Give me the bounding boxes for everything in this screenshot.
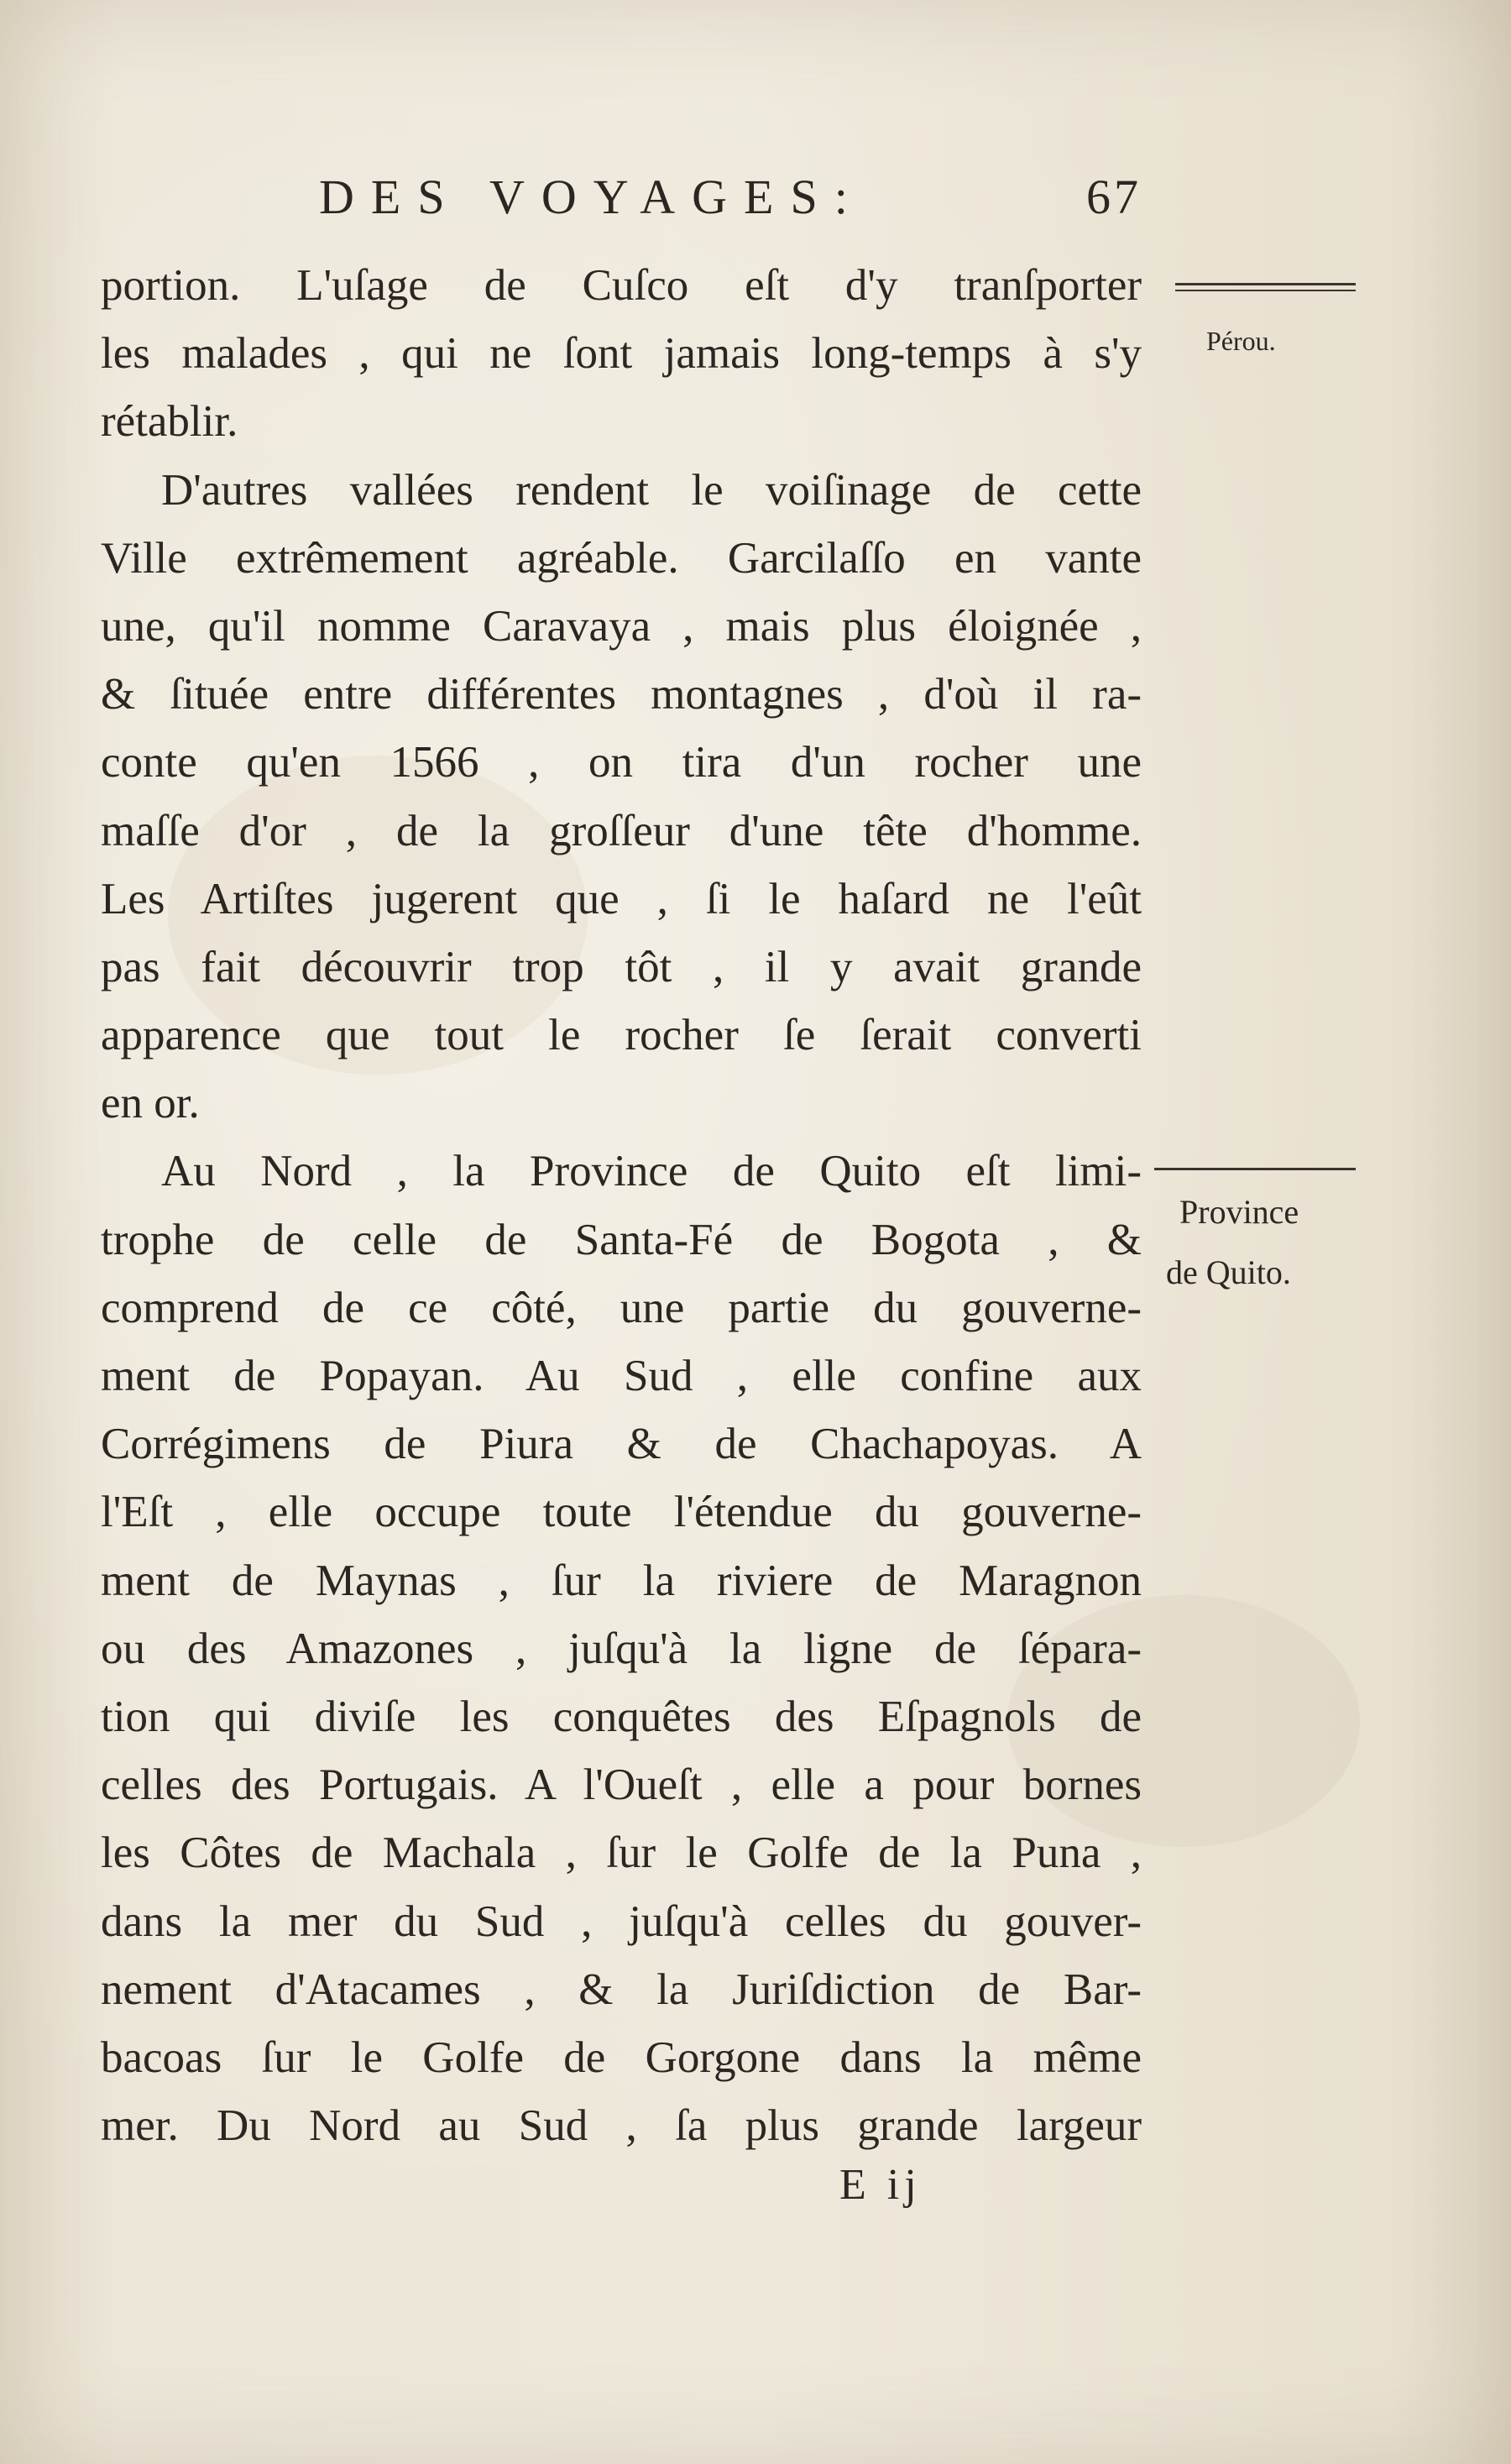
margin-note-de-quito: de Quito. bbox=[1166, 1253, 1291, 1291]
margin-note-province: Province bbox=[1179, 1193, 1299, 1231]
text-line: en or. bbox=[101, 1079, 200, 1128]
text-line: l'Eſt , elle occupe toute l'étendue du gouverne- bbox=[101, 1488, 1142, 1537]
text-line: tion qui diviſe les conquêtes des Eſpagnols de bbox=[101, 1692, 1142, 1741]
text-line: bacoas ſur le Golfe de Gorgone dans la même bbox=[101, 2032, 1142, 2082]
text-line: les malades , qui ne ſont jamais long-temps à s'y bbox=[101, 329, 1142, 379]
text-line: & ſituée entre différentes montagnes , d'où il ra- bbox=[101, 670, 1142, 719]
catchword: E ij bbox=[839, 2161, 922, 2209]
text-line: dans la mer du Sud , juſqu'à celles du gouver- bbox=[101, 1896, 1142, 1946]
text-line: Les Artiſtes jugerent que , ſi le haſard ne l'eût bbox=[101, 874, 1142, 923]
margin-rule bbox=[1175, 283, 1356, 285]
running-head bbox=[319, 168, 1142, 227]
text-line: maſſe d'or , de la groſſeur d'une tête d'homme. bbox=[101, 806, 1142, 855]
text-line: conte qu'en 1566 , on tira d'un rocher une bbox=[101, 738, 1142, 787]
text-line: mer. Du Nord au Sud , ſa plus grande largeur bbox=[101, 2101, 1142, 2151]
text-line: pas fait découvrir trop tôt , il y avait grande bbox=[101, 942, 1142, 991]
text-line: ment de Popayan. Au Sud , elle confine aux bbox=[101, 1352, 1142, 1400]
text-line: apparence que tout le rocher ſe ſerait converti bbox=[101, 1011, 1142, 1060]
body-text bbox=[101, 252, 1142, 2160]
running-title: DES VOYAGES: bbox=[319, 170, 865, 224]
text-line: comprend de ce côté, une partie du gouverne- bbox=[101, 1283, 1142, 1332]
page-number: 67 bbox=[1086, 170, 1142, 224]
text-line: nement d'Atacames , & la Juriſdiction de Bar- bbox=[101, 1964, 1142, 2014]
text-line: celles des Portugais. A l'Oueſt , elle a pour bornes bbox=[101, 1760, 1142, 1810]
text-line: D'autres vallées rendent le voiſinage de cette bbox=[161, 465, 1142, 515]
text-line: Au Nord , la Province de Quito eſt limi- bbox=[161, 1147, 1142, 1196]
text-line: portion. L'uſage de Cuſco eſt d'y tranſporter bbox=[101, 261, 1142, 310]
text-line: rétablir. bbox=[101, 397, 238, 447]
text-line: ou des Amazones , juſqu'à la ligne de ſépara- bbox=[101, 1624, 1142, 1673]
text-line: Corrégimens de Piura & de Chachapoyas. A bbox=[101, 1420, 1142, 1469]
text-line: Ville extrêmement agréable. Garcilaſſo en vante bbox=[101, 533, 1142, 583]
margin-rule bbox=[1154, 1168, 1356, 1170]
text-line: les Côtes de Machala , ſur le Golfe de la Puna , bbox=[101, 1828, 1142, 1878]
text-line: une, qu'il nomme Caravaya , mais plus éloignée , bbox=[101, 601, 1142, 651]
text-line: ment de Maynas , ſur la riviere de Maragnon bbox=[101, 1556, 1142, 1605]
text-line: trophe de celle de Santa-Fé de Bogota , & bbox=[101, 1215, 1142, 1264]
margin-note-perou: Pérou. bbox=[1206, 326, 1276, 356]
margin-notes bbox=[1154, 0, 1372, 2464]
